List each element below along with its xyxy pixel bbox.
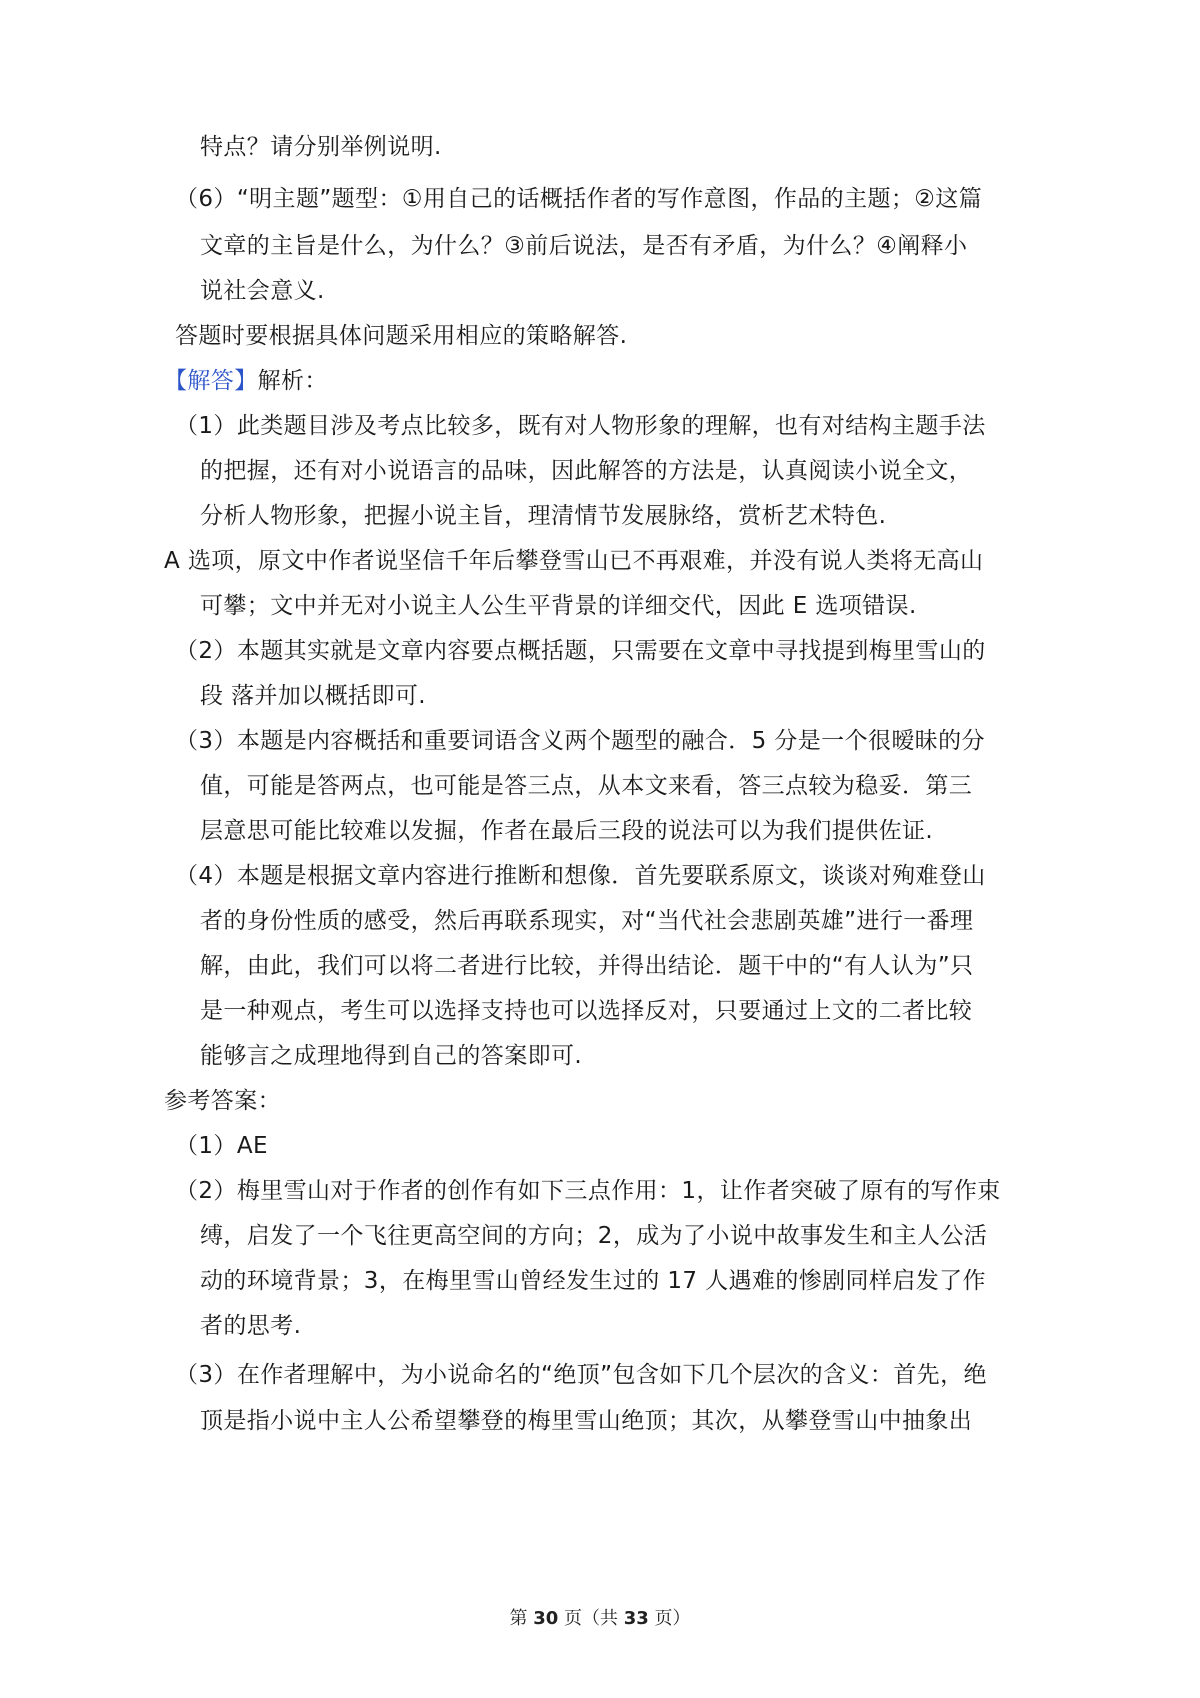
reference-answer-heading: 参考答案：	[164, 1088, 281, 1114]
answer-item-3: （3）在作者理解中，为小说命名的“绝顶”包含如下几个层次的含义：首先，绝	[175, 1362, 987, 1388]
text-line: 的把握，还有对小说语言的品味，因此解答的方法是，认真阅读小说全文，	[200, 458, 973, 484]
page-footer	[0, 1604, 1200, 1630]
footer-middle: 页（共	[558, 1608, 624, 1629]
text-line: 说社会意义.	[200, 278, 325, 304]
question-6-item: （6）“明主题”题型：①用自己的话概括作者的写作意图，作品的主题；②这篇	[175, 186, 983, 212]
current-page-number: 30	[533, 1608, 559, 1629]
text-line: 顶是指小说中主人公希望攀登的梅里雪山绝顶；其次，从攀登雪山中抽象出	[200, 1408, 973, 1434]
text-line: 层意思可能比较难以发掘，作者在最后三段的说法可以为我们提供佐证.	[200, 818, 934, 844]
text-line: 可攀；文中并无对小说主人公生平背景的详细交代，因此 E 选项错误.	[200, 593, 917, 619]
answer-heading	[164, 366, 328, 396]
text-line: 特点？请分别举例说明.	[200, 134, 442, 160]
answer-label: 【解答】	[164, 368, 258, 394]
text-line: 段 落并加以概括即可.	[200, 683, 427, 709]
text-line: 值，可能是答两点，也可能是答三点，从本文来看，答三点较为稳妥．第三	[200, 773, 973, 799]
text-line: A 选项，原文中作者说坚信千年后攀登雪山已不再艰难，并没有说人类将无高山	[164, 548, 984, 574]
text-line: 文章的主旨是什么，为什么？③前后说法，是否有矛盾，为什么？④阐释小	[200, 233, 968, 259]
footer-suffix: 页）	[648, 1608, 691, 1629]
text-line: 能够言之成理地得到自己的答案即可.	[200, 1043, 583, 1069]
text-line: 者的身份性质的感受，然后再联系现实，对“当代社会悲剧英雄”进行一番理	[200, 908, 974, 934]
total-pages-number: 33	[623, 1608, 649, 1629]
analysis-item-3: （3）本题是内容概括和重要词语含义两个题型的融合．5 分是一个很暧昧的分	[175, 728, 985, 754]
footer-prefix: 第	[509, 1608, 534, 1629]
analysis-item-2: （2）本题其实就是文章内容要点概括题，只需要在文章中寻找提到梅里雪山的	[175, 638, 986, 664]
analysis-item-4: （4）本题是根据文章内容进行推断和想像．首先要联系原文，谈谈对殉难登山	[175, 863, 986, 889]
text-line: 缚，启发了一个飞往更高空间的方向；2，成为了小说中故事发生和主人公活	[200, 1223, 988, 1249]
answer-item-2: （2）梅里雪山对于作者的创作有如下三点作用：1，让作者突破了原有的写作束	[175, 1178, 1001, 1204]
text-line: 解，由此，我们可以将二者进行比较，并得出结论．题干中的“有人认为”只	[200, 953, 974, 979]
text-line: 答题时要根据具体问题采用相应的策略解答.	[175, 323, 628, 349]
analysis-label: 解析：	[257, 368, 328, 394]
analysis-item-1: （1）此类题目涉及考点比较多，既有对人物形象的理解，也有对结构主题手法	[175, 413, 986, 439]
text-line: 是一种观点，考生可以选择支持也可以选择反对，只要通过上文的二者比较	[200, 998, 973, 1024]
text-line: 者的思考.	[200, 1313, 302, 1339]
text-line: 分析人物形象，把握小说主旨，理清情节发展脉络，赏析艺术特色.	[200, 503, 887, 529]
answer-item-1: （1）AE	[175, 1133, 268, 1159]
text-line: 动的环境背景；3，在梅里雪山曾经发生过的 17 人遇难的惨剧同样启发了作	[200, 1268, 986, 1294]
